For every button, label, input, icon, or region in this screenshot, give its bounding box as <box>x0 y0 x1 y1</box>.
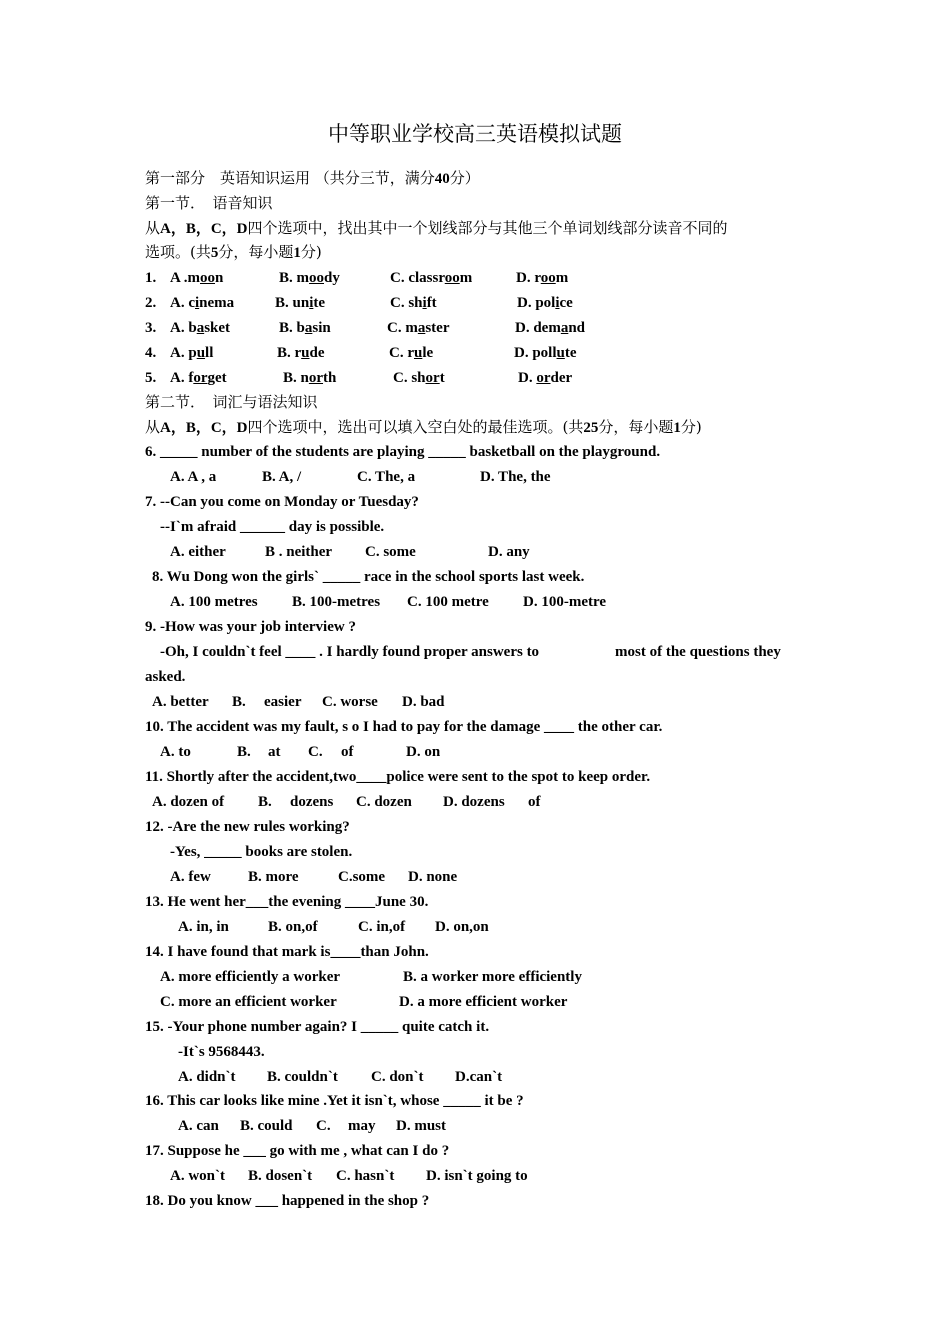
question-options <box>0 740 950 765</box>
instr-text: 从 <box>145 418 161 436</box>
option: C. worse <box>322 694 378 710</box>
phonetics-option <box>387 316 449 341</box>
section1-heading: 第一节． 语音知识 <box>145 194 273 212</box>
option-text: B. b <box>279 320 305 336</box>
underlined-letters: or <box>193 370 208 386</box>
option: A. few <box>170 869 211 885</box>
option: A. either <box>170 544 226 560</box>
underlined-letters: oo <box>200 270 215 286</box>
section1-instruction <box>145 216 728 241</box>
stem-part: most of the questions they <box>615 644 781 660</box>
option: A. didn`t <box>178 1069 236 1085</box>
phonetics-option <box>518 366 572 391</box>
option: dozens <box>290 794 334 810</box>
option-text: A. p <box>170 345 197 361</box>
option: D. isn`t going to <box>426 1168 528 1184</box>
option: B. could <box>240 1118 293 1134</box>
phonetics-option <box>514 341 577 366</box>
question-stem: 12. -Are the new rules working? <box>145 819 350 835</box>
question-stem: 18. Do you know ___ happened in the shop ? <box>145 1193 430 1209</box>
option-text: ll <box>205 345 214 361</box>
underlined-letters: i <box>309 295 314 311</box>
question-number: 3. <box>145 320 157 336</box>
option-text: m <box>555 270 569 286</box>
question-options <box>0 540 950 565</box>
option-text: C. sh <box>393 370 426 386</box>
option: A. 100 metres <box>170 594 258 610</box>
section1-instruction-cont <box>145 240 322 265</box>
option: B. <box>237 744 251 760</box>
option: A. A , a <box>170 469 217 485</box>
question-options <box>0 1065 950 1090</box>
option-text: de <box>309 345 325 361</box>
question-stem: 9. -How was your job interview ? <box>145 619 356 635</box>
question-stem-cont: -Yes, _____ books are stolen. <box>170 844 353 860</box>
underlined-letters: oo <box>540 270 556 286</box>
option: B. A, / <box>262 469 302 485</box>
option-text: ft <box>426 295 437 311</box>
underlined-letters: or <box>425 370 440 386</box>
instr-points: 25 <box>583 420 599 436</box>
option-text: B. n <box>283 370 309 386</box>
underlined-letters: u <box>414 345 423 361</box>
exam-title: 中等职业学校高三英语模拟试题 <box>328 122 622 146</box>
instr-letters: A，B，C，D <box>160 420 248 436</box>
option-text: nd <box>568 320 586 336</box>
part1-heading-text: 第一部分 英语知识运用 （共分三节，满分 <box>145 169 435 187</box>
option-text: A. b <box>170 320 197 336</box>
option-text: D. poll <box>514 345 557 361</box>
option: D. dozens <box>443 794 505 810</box>
instr-text: 分) <box>300 243 322 261</box>
question-stem: 14. I have found that mark is____than John. <box>145 944 429 960</box>
instr-text: 从 <box>145 219 161 237</box>
option-text: A .m <box>170 270 200 286</box>
phonetics-option <box>517 291 573 316</box>
option: A. dozen of <box>152 794 225 810</box>
option: B. a worker more efficiently <box>403 969 582 985</box>
option: D. on <box>406 744 441 760</box>
underlined-letters: or <box>536 370 551 386</box>
option: D. The, the <box>480 469 551 485</box>
option-text: A. c <box>170 295 195 311</box>
underlined-letters: a <box>196 320 205 336</box>
option-text: C. sh <box>390 295 423 311</box>
phonetics-option <box>516 266 568 291</box>
option-text: A. f <box>170 370 194 386</box>
phonetics-option <box>283 366 336 391</box>
underlined-letters: i <box>555 295 560 311</box>
question-options <box>0 865 950 890</box>
phonetics-option <box>389 341 433 366</box>
question-stem: 16. This car looks like mine .Yet it isn`t, whose _____ it be ? <box>145 1093 524 1109</box>
instr-points: 1 <box>293 245 301 261</box>
option-text: D. dem <box>515 320 561 336</box>
underlined-letters: u <box>556 345 565 361</box>
question-stem: 11. Shortly after the accident,two____police were sent to the spot to keep order. <box>145 769 651 785</box>
option-text: m <box>459 270 473 286</box>
question-stem-cont: -It`s 9568443. <box>178 1044 265 1060</box>
underlined-letters: oo <box>309 270 324 286</box>
option: C. <box>308 744 323 760</box>
underlined-letters: u <box>301 345 310 361</box>
underlined-letters: u <box>196 345 206 361</box>
option: C. in,of <box>358 919 406 935</box>
option: C. dozen <box>356 794 412 810</box>
option-text: C. m <box>387 320 418 336</box>
option-text: te <box>313 295 326 311</box>
option: D. 100-metre <box>523 594 607 610</box>
option: D. bad <box>402 694 445 710</box>
stem-part: -Oh, I couldn`t feel ____ . I hardly found proper answers to <box>160 644 540 660</box>
instr-text: 选项。(共 <box>145 243 211 261</box>
option: B. <box>258 794 272 810</box>
option: B. more <box>248 869 299 885</box>
option: A. in, in <box>178 919 229 935</box>
section2-heading: 第二节． 词汇与语法知识 <box>145 393 318 411</box>
option: A. more efficiently a worker <box>160 969 341 985</box>
phonetics-option <box>390 266 472 291</box>
option: B. <box>232 694 246 710</box>
option-text: sket <box>204 320 231 336</box>
option: D. on,on <box>435 919 489 935</box>
option-text: B. un <box>275 295 310 311</box>
phonetics-option <box>515 316 585 341</box>
question-stem: 10. The accident was my fault, s o I had to pay for the damage ____ the other car. <box>145 719 663 735</box>
question-options <box>0 990 950 1015</box>
question-options <box>0 1114 950 1139</box>
option-text: D. r <box>516 270 541 286</box>
option-text: der <box>550 370 573 386</box>
phonetics-option <box>170 366 227 391</box>
instr-text: 分，每小题 <box>218 243 294 261</box>
option: A. to <box>160 744 191 760</box>
instr-text: 分，每小题 <box>598 418 674 436</box>
option: A. better <box>152 694 209 710</box>
phonetics-option <box>393 366 445 391</box>
option-text: dy <box>324 270 340 286</box>
underlined-letters: i <box>195 295 200 311</box>
question-options <box>0 690 950 715</box>
instr-text: 分) <box>680 418 702 436</box>
option: D. must <box>396 1118 447 1134</box>
option: of <box>528 794 541 810</box>
option-text: t <box>439 370 445 386</box>
option-text: D. pol <box>517 295 556 311</box>
option-text: B. m <box>279 270 309 286</box>
phonetics-option <box>170 266 223 291</box>
question-stem: 13. He went her___the evening ____June 30. <box>145 894 429 910</box>
option: D. a more efficient worker <box>399 994 568 1010</box>
phonetics-option <box>275 291 325 316</box>
option-text: ce <box>559 295 573 311</box>
instr-letters: A，B，C，D <box>160 221 248 237</box>
option: A. can <box>178 1118 219 1134</box>
phonetics-question <box>0 366 950 391</box>
question-stem: 6. _____ number of the students are playing _____ basketball on the playground. <box>145 444 661 460</box>
option-text: D. <box>518 370 537 386</box>
option: B. 100-metres <box>292 594 381 610</box>
option: B. couldn`t <box>267 1069 338 1085</box>
underlined-letters: a <box>560 320 569 336</box>
phonetics-question <box>0 316 950 341</box>
option-text: get <box>207 370 227 386</box>
option: B. on,of <box>268 919 318 935</box>
option: D. none <box>408 869 458 885</box>
question-stem: 7. --Can you come on Monday or Tuesday? <box>145 494 419 510</box>
question-stem-cont: --I`m afraid ______ day is possible. <box>160 519 385 535</box>
underlined-letters: a <box>417 320 426 336</box>
underlined-letters: oo <box>444 270 460 286</box>
part1-heading <box>145 166 480 191</box>
option-text: C. classr <box>390 270 445 286</box>
instr-text: 四个选项中，找出其中一个划线部分与其他三个单词划线部分读音不同的 <box>247 219 728 237</box>
question-stem: 8. Wu Dong won the girls` _____ race in the school sports last week. <box>152 569 585 585</box>
option: at <box>268 744 281 760</box>
option: C. don`t <box>371 1069 424 1085</box>
question-number: 2. <box>145 295 157 311</box>
phonetics-option <box>390 291 437 316</box>
part1-heading-end: 分） <box>449 169 480 187</box>
phonetics-option <box>170 316 230 341</box>
question-options <box>0 1164 950 1189</box>
option: C. hasn`t <box>336 1168 395 1184</box>
question-options <box>0 590 950 615</box>
option: B. dosen`t <box>248 1168 313 1184</box>
instr-points: 5 <box>210 245 219 261</box>
question-options <box>0 965 950 990</box>
question-stem-cont <box>0 640 950 665</box>
phonetics-question <box>0 341 950 366</box>
option: C. 100 metre <box>407 594 489 610</box>
phonetics-option <box>277 341 325 366</box>
option-text: ster <box>425 320 450 336</box>
underlined-letters: a <box>304 320 313 336</box>
option-text: n <box>215 270 224 286</box>
question-options <box>0 790 950 815</box>
option-text: te <box>564 345 577 361</box>
question-stem: 17. Suppose he ___ go with me , what can I do ? <box>145 1143 450 1159</box>
phonetics-option <box>170 341 213 366</box>
option: easier <box>264 694 302 710</box>
option: C. more an efficient worker <box>160 994 337 1010</box>
option: B . neither <box>265 544 333 560</box>
option: D.can`t <box>455 1069 503 1085</box>
option-text: B. r <box>277 345 302 361</box>
section2-instruction <box>145 415 702 440</box>
option: C.some <box>338 869 386 885</box>
option-text: le <box>422 345 434 361</box>
phonetics-question <box>0 266 950 291</box>
option: of <box>341 744 354 760</box>
underlined-letters: i <box>422 295 427 311</box>
option: C. <box>316 1118 331 1134</box>
instr-points: 1 <box>673 420 681 436</box>
question-options <box>0 465 950 490</box>
underlined-letters: or <box>308 370 324 386</box>
option: C. some <box>365 544 416 560</box>
part1-score: 40 <box>434 171 450 187</box>
instr-text: 四个选项中，选出可以填入空白处的最佳选项。(共 <box>247 418 584 436</box>
option: may <box>348 1118 376 1134</box>
option: C. The, a <box>357 469 416 485</box>
option-text: th <box>323 370 337 386</box>
option-text: C. r <box>389 345 414 361</box>
question-number: 1. <box>145 270 157 286</box>
option-text: sin <box>312 320 331 336</box>
question-options <box>0 915 950 940</box>
phonetics-option <box>170 291 234 316</box>
option-text: nema <box>199 295 235 311</box>
question-stem: 15. -Your phone number again? I _____ quite catch it. <box>145 1019 490 1035</box>
question-number: 4. <box>145 345 157 361</box>
option: D. any <box>488 544 530 560</box>
question-number: 5. <box>145 370 157 386</box>
option: A. won`t <box>170 1168 225 1184</box>
phonetics-option <box>279 316 331 341</box>
phonetics-question <box>0 291 950 316</box>
question-stem-cont: asked. <box>145 669 186 685</box>
phonetics-option <box>279 266 340 291</box>
